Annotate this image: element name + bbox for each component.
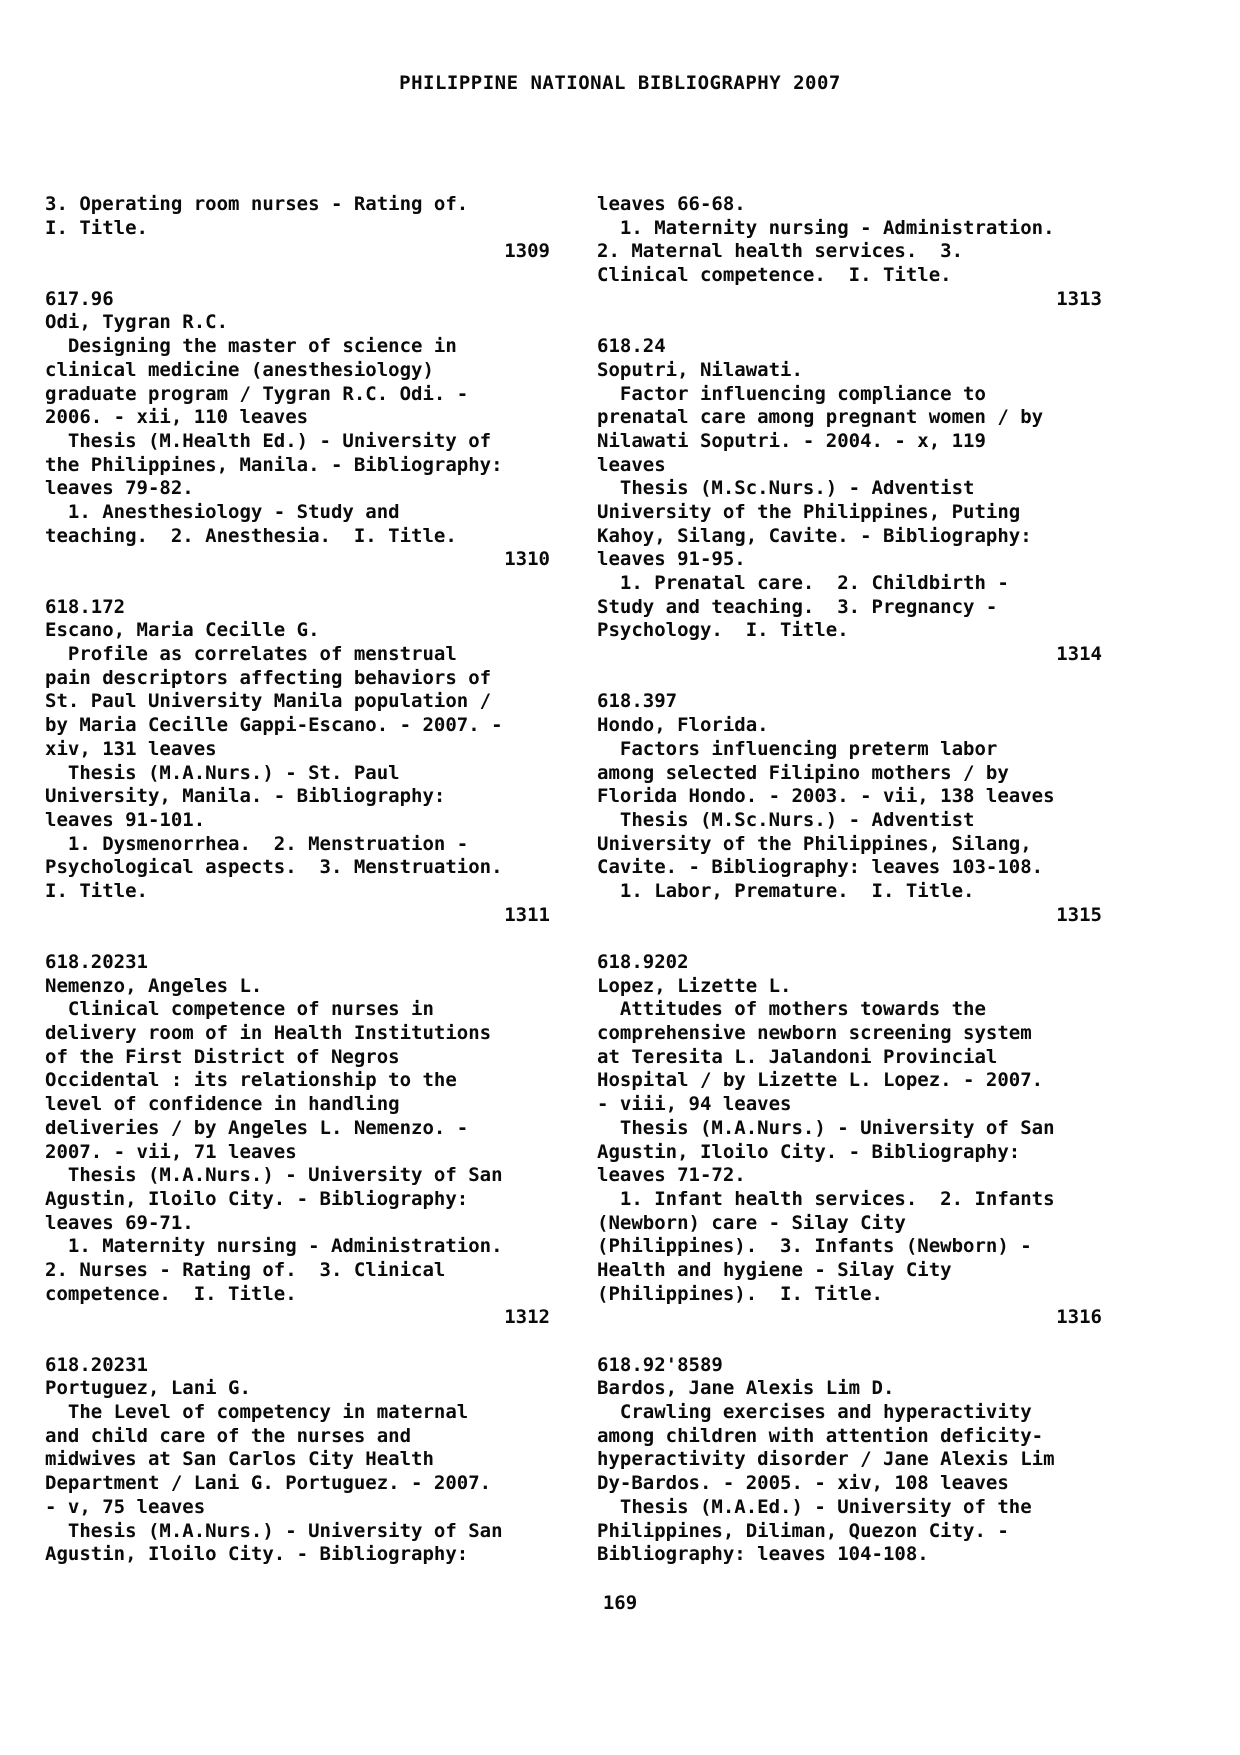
entry-text-line: Clinical competence. I. Title. — [597, 264, 952, 287]
right-column — [597, 193, 1102, 1567]
entry-text-line: among children with attention deficity- — [597, 1424, 1044, 1447]
entry-text-line: 2007. - vii, 71 leaves — [45, 1140, 297, 1163]
entry-text-line: prenatal care among pregnant women / by — [597, 406, 1044, 429]
entry-text-line: Health and hygiene - Silay City — [597, 1258, 952, 1281]
entry-text-line: Thesis (M.Sc.Nurs.) - Adventist — [597, 808, 975, 831]
entry-text-line: Bardos, Jane Alexis Lim D. — [597, 1377, 895, 1400]
entry-text-line: 1. Dysmenorrhea. 2. Menstruation - — [45, 832, 469, 855]
entry-text-line: among selected Filipino mothers / by — [597, 761, 1009, 784]
entry-text-line: xiv, 131 leaves — [45, 737, 217, 760]
entry-text-line: leaves 79-82. — [45, 477, 194, 500]
entry-number: 1312 — [504, 1306, 550, 1329]
entry-text-line: clinical medicine (anesthesiology) — [45, 358, 434, 381]
bibliography-entry — [45, 193, 550, 264]
entry-text-line: the Philippines, Manila. - Bibliography: — [45, 453, 503, 476]
entry-text-line: 618.24 — [597, 335, 666, 358]
entry-spacer — [597, 1330, 1102, 1354]
entry-spacer — [45, 264, 550, 288]
entry-text-line: Clinical competence of nurses in — [45, 998, 434, 1021]
entry-text-line: Attitudes of mothers towards the — [597, 998, 986, 1021]
bibliography-entry — [45, 596, 550, 928]
entry-text-line: Thesis (M.Sc.Nurs.) - Adventist — [597, 477, 975, 500]
entry-text-line: St. Paul University Manila population / — [45, 690, 492, 713]
entry-text-line: Psychology. I. Title. — [597, 619, 849, 642]
entry-text-line: comprehensive newborn screening system — [597, 1022, 1032, 1045]
bibliography-entry — [597, 1354, 1102, 1567]
entry-text-line: - viii, 94 leaves — [597, 1093, 792, 1116]
entry-text-line: Hondo, Florida. — [597, 714, 769, 737]
entry-text-line: Thesis (M.A.Nurs.) - University of San — [597, 1116, 1055, 1139]
page-header-title: PHILIPPINE NATIONAL BIBLIOGRAPHY 2007 — [399, 72, 841, 94]
entry-text-line: (Philippines). 3. Infants (Newborn) - — [597, 1235, 1032, 1258]
entry-spacer — [597, 311, 1102, 335]
entry-text-line: Psychological aspects. 3. Menstruation. — [45, 856, 503, 879]
entry-text-line: pain descriptors affecting behaviors of — [45, 666, 492, 689]
entry-spacer — [45, 1330, 550, 1354]
entry-text-line: 1. Infant health services. 2. Infants — [597, 1187, 1055, 1210]
entry-number: 1316 — [1056, 1306, 1102, 1329]
entry-text-line: 618.9202 — [597, 951, 689, 973]
entry-text-line: and child care of the nurses and — [45, 1424, 412, 1447]
entry-text-line: Department / Lani G. Portuguez. - 2007. — [45, 1472, 492, 1495]
entry-text-line: Nilawati Soputri. - 2004. - x, 119 — [597, 429, 986, 452]
entry-number: 1313 — [1056, 287, 1102, 310]
entry-spacer — [45, 572, 550, 596]
entry-text-line: leaves — [597, 453, 666, 476]
entry-spacer — [597, 927, 1102, 951]
entry-text-line: Thesis (M.A.Nurs.) - St. Paul — [45, 761, 400, 784]
entry-text-line: Thesis (M.A.Nurs.) - University of San — [45, 1164, 503, 1187]
entry-text-line: Portuguez, Lani G. — [45, 1377, 251, 1400]
entry-text-line: Escano, Maria Cecille G. — [45, 619, 320, 642]
entry-text-line: leaves 91-101. — [45, 808, 206, 831]
entry-text-line: midwives at San Carlos City Health — [45, 1448, 434, 1471]
entry-text-line: 618.92'8589 — [597, 1353, 723, 1376]
bibliography-entry — [45, 288, 550, 572]
entry-number: 1310 — [504, 548, 550, 571]
entry-text-line: 1. Anesthesiology - Study and — [45, 500, 400, 523]
entry-text-line: Soputri, Nilawati. — [597, 358, 803, 381]
page-number: 169 — [602, 1592, 638, 1614]
entry-text-line: Crawling exercises and hyperactivity — [597, 1401, 1032, 1424]
entry-text-line: Dy-Bardos. - 2005. - xiv, 108 leaves — [597, 1472, 1009, 1495]
entry-text-line: 618.20231 — [45, 951, 148, 973]
entry-text-line: of the First District of Negros — [45, 1045, 400, 1068]
entry-text-line: at Teresita L. Jalandoni Provincial — [597, 1045, 998, 1068]
entry-number: 1309 — [504, 240, 550, 263]
entry-text-line: Agustin, Iloilo City. - Bibliography: — [45, 1543, 469, 1566]
entry-text-line: competence. I. Title. — [45, 1282, 297, 1305]
entry-text-line: Designing the master of science in — [45, 335, 457, 358]
entry-text-line: (Newborn) care - Silay City — [597, 1211, 906, 1234]
entry-text-line: 1. Maternity nursing - Administration. — [597, 216, 1055, 239]
entry-text-line: leaves 66-68. — [597, 193, 746, 215]
entry-text-line: deliveries / by Angeles L. Nemenzo. - — [45, 1116, 469, 1139]
bibliography-entry — [597, 335, 1102, 667]
entry-text-line: (Philippines). I. Title. — [597, 1282, 883, 1305]
entry-text-line: Occidental : its relationship to the — [45, 1069, 457, 1092]
entry-text-line: leaves 91-95. — [597, 548, 746, 571]
entry-spacer — [45, 927, 550, 951]
entry-text-line: 2. Nurses - Rating of. 3. Clinical — [45, 1258, 446, 1281]
entry-text-line: Philippines, Diliman, Quezon City. - — [597, 1519, 1009, 1542]
entry-text-line: 618.20231 — [45, 1353, 148, 1376]
entry-text-line: Hospital / by Lizette L. Lopez. - 2007. — [597, 1069, 1044, 1092]
bibliography-entry — [597, 690, 1102, 927]
bibliography-entry — [45, 1354, 550, 1567]
entry-text-line: 3. Operating room nurses - Rating of. — [45, 193, 469, 215]
entry-text-line: Bibliography: leaves 104-108. — [597, 1543, 929, 1566]
entry-spacer — [597, 667, 1102, 691]
entry-text-line: - v, 75 leaves — [45, 1495, 206, 1518]
entry-text-line: Profile as correlates of menstrual — [45, 643, 457, 666]
entry-number: 1314 — [1056, 643, 1102, 666]
entry-text-line: Lopez, Lizette L. — [597, 974, 792, 997]
entry-text-line: Cavite. - Bibliography: leaves 103-108. — [597, 856, 1044, 879]
entry-text-line: Study and teaching. 3. Pregnancy - — [597, 595, 998, 618]
entry-text-line: delivery room of in Health Institutions — [45, 1022, 492, 1045]
entry-text-line: leaves 71-72. — [597, 1164, 746, 1187]
entry-text-line: 1. Prenatal care. 2. Childbirth - — [597, 572, 1009, 594]
entry-text-line: Agustin, Iloilo City. - Bibliography: — [597, 1140, 1021, 1163]
entry-text-line: University of the Philippines, Silang, — [597, 832, 1032, 855]
entry-text-line: 1. Maternity nursing - Administration. — [45, 1235, 503, 1258]
entry-number: 1315 — [1056, 903, 1102, 926]
bibliography-entry — [45, 951, 550, 1330]
entry-text-line: University, Manila. - Bibliography: — [45, 785, 446, 808]
entry-text-line: Odi, Tygran R.C. — [45, 311, 229, 334]
entry-text-line: The Level of competency in maternal — [45, 1401, 469, 1424]
entry-text-line: University of the Philippines, Puting — [597, 500, 1021, 523]
entry-text-line: 618.172 — [45, 595, 126, 618]
entry-text-line: graduate program / Tygran R.C. Odi. - — [45, 382, 469, 405]
entry-text-line: 617.96 — [45, 287, 114, 310]
entry-text-line: 2006. - xii, 110 leaves — [45, 406, 309, 429]
entry-text-line: I. Title. — [45, 879, 148, 902]
entry-text-line: 2. Maternal health services. 3. — [597, 240, 964, 263]
entry-text-line: Thesis (M.A.Nurs.) - University of San — [45, 1519, 503, 1542]
entry-text-line: by Maria Cecille Gappi-Escano. - 2007. - — [45, 714, 503, 737]
entry-text-line: Thesis (M.Health Ed.) - University of — [45, 429, 492, 452]
entry-text-line: Nemenzo, Angeles L. — [45, 974, 263, 997]
entry-text-line: Florida Hondo. - 2003. - vii, 138 leaves — [597, 785, 1055, 808]
entry-text-line: 1. Labor, Premature. I. Title. — [597, 879, 975, 902]
entry-text-line: Kahoy, Silang, Cavite. - Bibliography: — [597, 524, 1032, 547]
entry-text-line: leaves 69-71. — [45, 1211, 194, 1234]
entry-number: 1311 — [504, 903, 550, 926]
bibliography-entry — [597, 193, 1102, 311]
entry-text-line: teaching. 2. Anesthesia. I. Title. — [45, 524, 457, 547]
entry-text-line: hyperactivity disorder / Jane Alexis Lim — [597, 1448, 1055, 1471]
entry-text-line: Factor influencing compliance to — [597, 382, 986, 405]
left-column — [45, 193, 550, 1567]
bibliography-entry — [597, 951, 1102, 1330]
entry-text-line: 618.397 — [597, 690, 678, 713]
entry-text-line: Agustin, Iloilo City. - Bibliography: — [45, 1187, 469, 1210]
entry-text-line: I. Title. — [45, 216, 148, 239]
entry-text-line: Thesis (M.A.Ed.) - University of the — [597, 1495, 1032, 1518]
entry-text-line: Factors influencing preterm labor — [597, 737, 998, 760]
entry-text-line: level of confidence in handling — [45, 1093, 400, 1116]
